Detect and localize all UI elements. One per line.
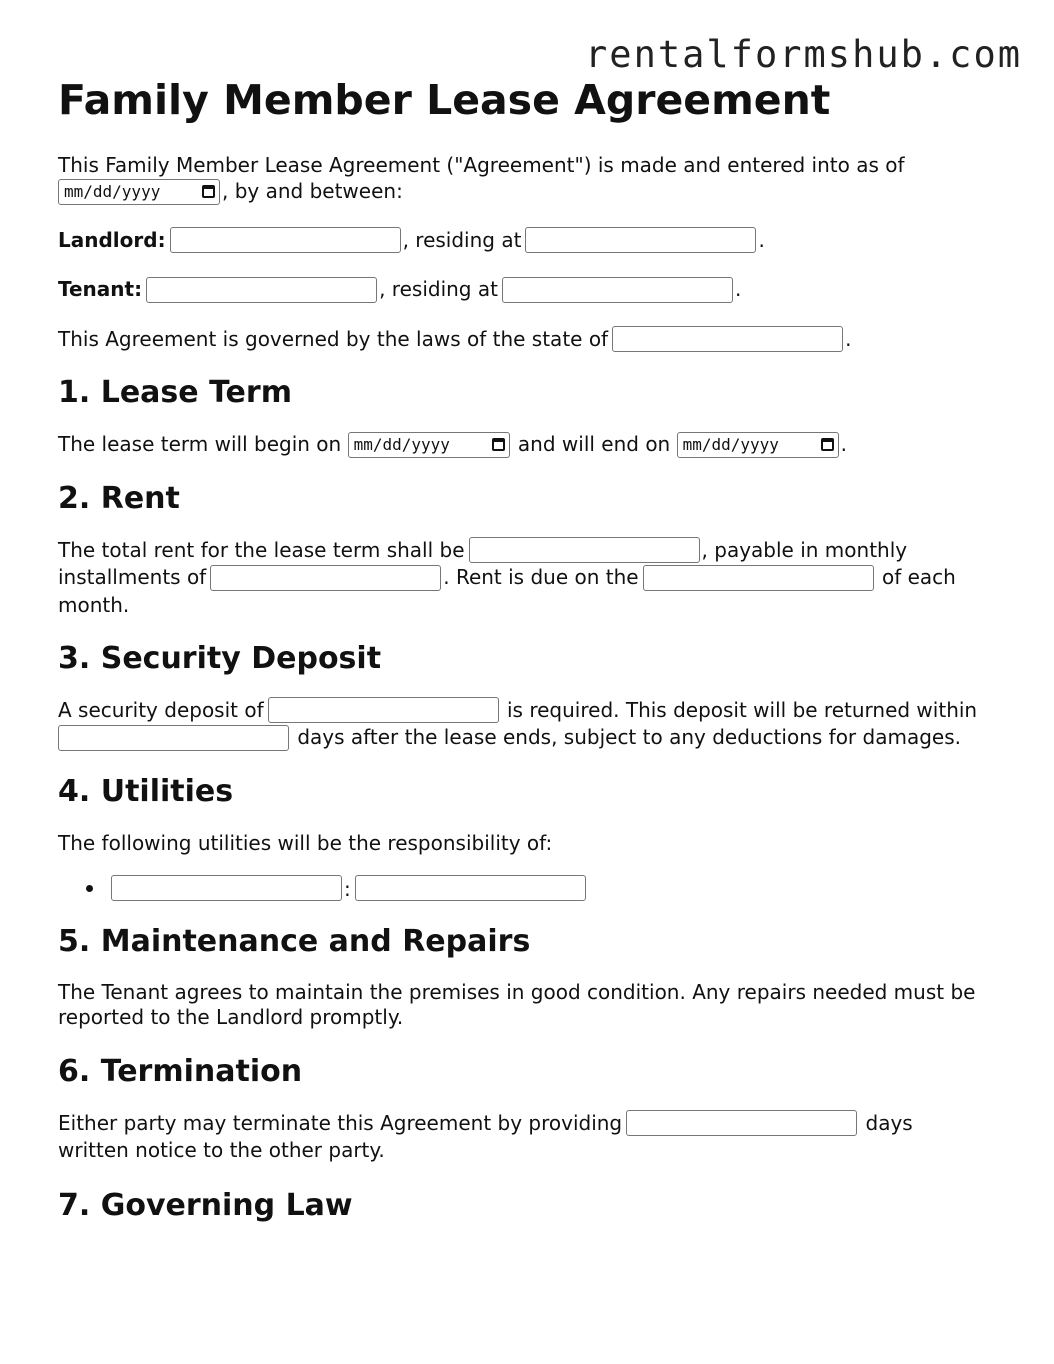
landlord-label: Landlord:	[58, 227, 166, 252]
total-rent-input[interactable]	[469, 537, 700, 563]
lease-term-paragraph	[58, 431, 1008, 459]
deposit-amount-input[interactable]	[268, 697, 499, 723]
termination-text-1: Either party may terminate this Agreement by providing	[58, 1110, 623, 1135]
lease-term-heading: 1. Lease Term	[58, 375, 292, 410]
deposit-text-3: days after the lease ends, subject to any deductions for damages.	[297, 725, 961, 749]
utility-responsible-party-input[interactable]	[355, 875, 586, 901]
calendar-icon[interactable]	[821, 438, 834, 451]
security-deposit-paragraph	[58, 697, 1008, 752]
date-placeholder: mm/dd/yyyy	[64, 181, 161, 201]
rent-heading: 2. Rent	[58, 480, 180, 516]
lease-term-end: .	[840, 432, 847, 456]
termination-text-2: days	[865, 1110, 913, 1135]
tenant-residing-text: , residing at	[379, 277, 498, 301]
landlord-name-input[interactable]	[170, 227, 401, 253]
landlord-line	[58, 227, 1008, 255]
rent-due-day-input[interactable]	[643, 565, 874, 591]
governed-text: This Agreement is governed by the laws of the state of	[58, 326, 609, 351]
maintenance-text: The Tenant agrees to maintain the premises in good condition. Any repairs needed must be reported to the Landlord promptly.	[58, 979, 976, 1029]
lease-term-text-end: and will end on	[517, 432, 671, 456]
agreement-date-input[interactable]	[58, 179, 220, 205]
governing-law-heading: 7. Governing Law	[58, 1188, 353, 1223]
calendar-icon[interactable]	[492, 438, 505, 451]
termination-heading: 6. Termination	[58, 1053, 303, 1089]
tenant-line	[58, 276, 1008, 304]
security-deposit-heading: 3. Security Deposit	[58, 640, 382, 676]
deposit-text-2: is required. This deposit will be returned within	[507, 697, 978, 722]
termination-text-3: written notice to the other party.	[58, 1138, 385, 1162]
page-title: Family Member Lease Agreement	[58, 76, 831, 124]
rent-text-5: of each	[881, 565, 956, 589]
landlord-end: .	[758, 227, 765, 252]
date-placeholder: mm/dd/yyyy	[353, 434, 450, 454]
lease-term-text-start: The lease term will begin on	[58, 432, 342, 456]
calendar-icon[interactable]	[202, 185, 215, 198]
rent-text-6: month.	[58, 592, 130, 617]
termination-paragraph	[58, 1110, 1008, 1165]
landlord-address-input[interactable]	[525, 227, 756, 253]
lease-document	[58, 76, 1008, 1224]
rent-text-3: installments of	[58, 565, 207, 589]
utilities-text: The following utilities will be the responsibility of:	[58, 830, 553, 855]
site-watermark: rentalformshub.com	[585, 33, 1022, 76]
rent-text-1: The total rent for the lease term shall be	[58, 537, 465, 562]
deposit-text-1: A security deposit of	[58, 697, 264, 722]
governing-state-input[interactable]	[612, 326, 843, 352]
lease-end-date-input[interactable]	[677, 432, 839, 458]
monthly-installment-input[interactable]	[210, 565, 441, 591]
intro-text-after: , by and between:	[222, 179, 403, 203]
tenant-end: .	[734, 277, 742, 301]
termination-notice-days-input[interactable]	[626, 1110, 857, 1136]
utilities-list-item	[86, 876, 1008, 902]
utility-separator: :	[344, 876, 351, 901]
deposit-return-days-input[interactable]	[58, 725, 289, 751]
rent-paragraph	[58, 537, 1008, 619]
bullet-icon	[86, 885, 93, 892]
utility-name-input[interactable]	[111, 875, 342, 901]
tenant-label: Tenant:	[58, 277, 143, 301]
lease-start-date-input[interactable]	[348, 432, 510, 458]
landlord-residing-text: , residing at	[402, 227, 522, 252]
date-placeholder: mm/dd/yyyy	[682, 434, 779, 454]
rent-text-2: , payable in monthly	[701, 537, 908, 562]
tenant-address-input[interactable]	[502, 277, 733, 303]
maintenance-heading: 5. Maintenance and Repairs	[58, 923, 531, 959]
tenant-name-input[interactable]	[146, 277, 377, 303]
governed-end: .	[845, 326, 852, 351]
intro-paragraph	[58, 152, 1008, 206]
governed-line	[58, 326, 1008, 354]
intro-text: This Family Member Lease Agreement ("Agreement") is made and entered into as of	[58, 153, 905, 177]
rent-text-4: . Rent is due on the	[443, 565, 639, 589]
utilities-heading: 4. Utilities	[58, 773, 234, 809]
